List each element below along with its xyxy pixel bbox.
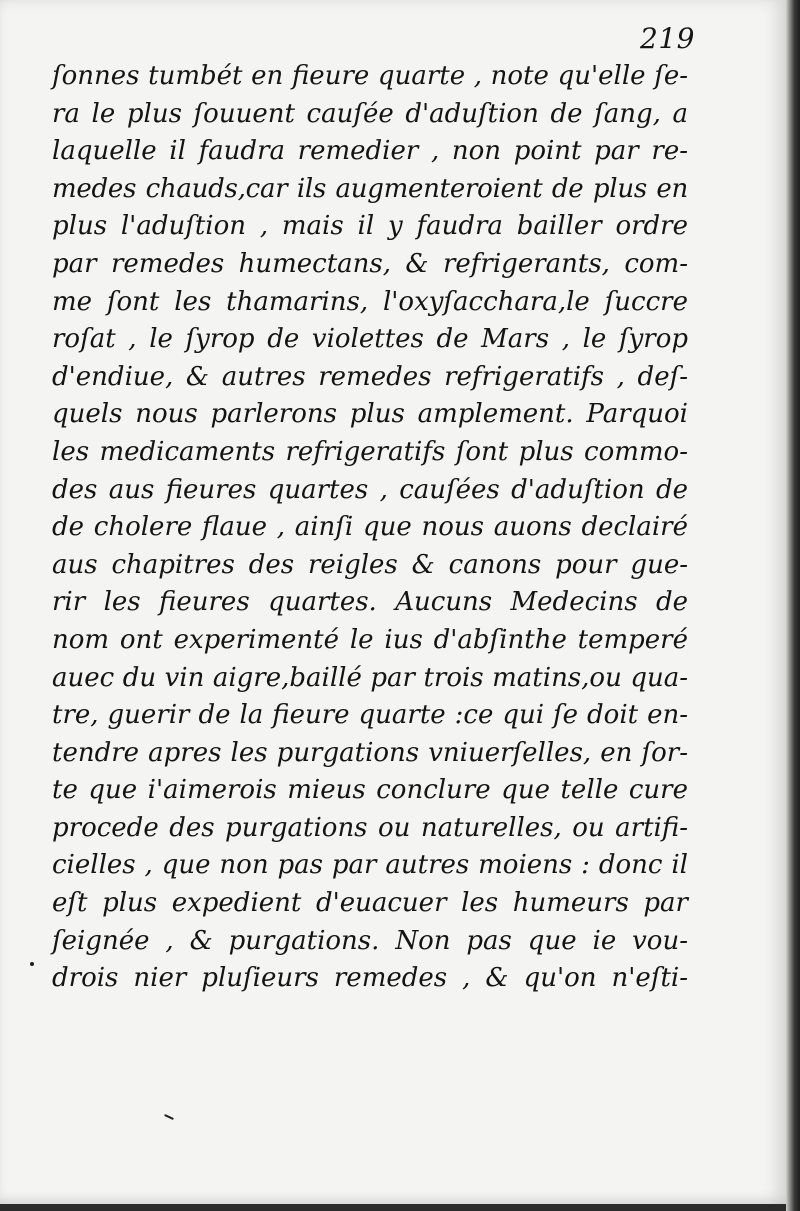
text-line: ſonnes tumbét en fieure quarte , note qu'elle ſe- — [52, 61, 688, 91]
text-line: medes chauds,car ils augmenteroient de plus en — [52, 173, 688, 204]
body-text — [52, 58, 688, 998]
text-line: tre, guerir de la fieure quarte :ce qui ſe doit en- — [52, 700, 688, 731]
text-line: par remedes humectans, & refrigerants, com- — [52, 248, 688, 279]
page-edge-shadow — [786, 0, 800, 1211]
text-line: cielles , que non pas par autres moiens : donc il — [52, 850, 688, 881]
text-line: eſt plus expedient d'euacuer les humeurs par — [52, 888, 688, 919]
ink-speck — [164, 1114, 174, 1120]
text-line: nom ont experimenté le ius d'abſinthe temperé — [52, 624, 688, 655]
text-line: plus l'aduſtion , mais il y faudra bailler ordre — [52, 211, 688, 242]
text-line: drois nier pluſieurs remedes , & qu'on n'eſti- — [52, 963, 688, 994]
page-number: 219 — [640, 22, 695, 55]
text-line: aus chapitres des reigles & canons pour gue- — [52, 549, 688, 580]
text-line: de cholere flaue , ainſi que nous auons declairé — [52, 512, 688, 543]
text-line: quels nous parlerons plus amplement. Parquoi — [52, 399, 688, 430]
text-line: te que i'aimerois mieus conclure que telle cure — [52, 775, 688, 806]
text-line: des aus fieures quartes , cauſées d'aduſtion de — [52, 474, 688, 505]
text-line: ſeignée , & purgations. Non pas que ie vou- — [52, 925, 688, 956]
text-line: roſat , le ſyrop de violettes de Mars , le ſyrop — [52, 324, 688, 355]
text-line: auec du vin aigre,baillé par trois matins,ou qua- — [52, 662, 688, 693]
text-line: laquelle il faudra remedier , non point par re- — [52, 136, 688, 167]
text-line: ra le plus ſouuent cauſée d'aduſtion de ſang, a — [52, 98, 688, 129]
text-line: les medicaments refrigeratifs ſont plus commo- — [52, 436, 688, 467]
text-line: rir les fieures quartes. Aucuns Medecins de — [52, 587, 688, 618]
text-line: tendre apres les purgations vniuerſelles, en ſor- — [52, 737, 688, 768]
text-line: d'endiue, & autres remedes refrigeratifs , deſ- — [52, 361, 688, 392]
text-line: me ſont les thamarins, l'oxyſacchara,le ſuccre — [52, 286, 688, 317]
text-line: procede des purgations ou naturelles, ou artifi- — [52, 812, 688, 843]
ink-speck — [30, 962, 34, 966]
